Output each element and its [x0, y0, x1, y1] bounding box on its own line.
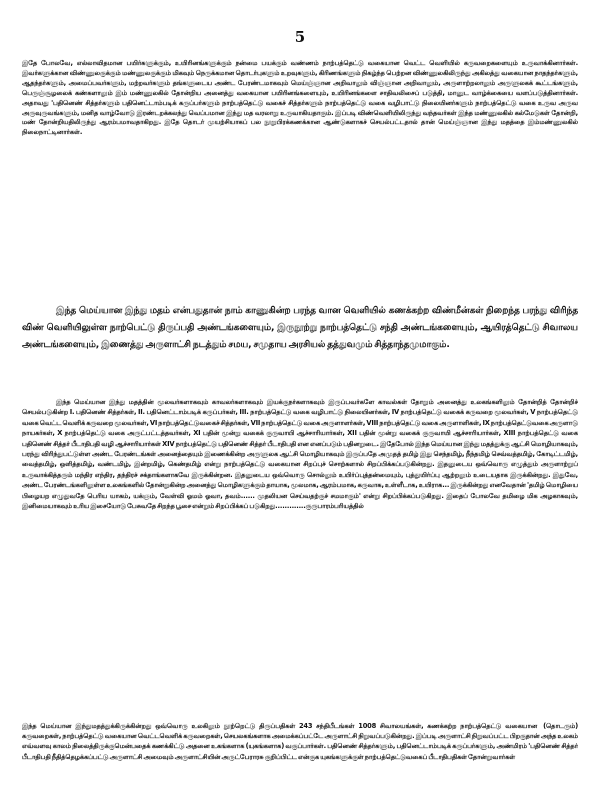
page-number: 5 [294, 28, 306, 46]
paragraph-3: இந்த மெய்யான இந்து மதத்தின் மூலவர்களாகவும் காவலர்களாகவும் இயக்குநர்களாகவும் இருப்பவர்களே காவல்கள் தோறும் அனைத்து உலகங்களிலும் தோன்றித் தோன்றிச் செயல்படுகின்ற I. பதினெண் சித்தர்கள், II. பதினெட்டாம்படிக் கருப்பர்கள், III. நாற்பத்தெட்டு வகை வழிபாட்டு நிலையினர்கள், IV நாற்பத்தெட்டு வகைக் கருவறை மூலவர்கள், V நாற்பத்தெட்டு வகை வெட்ட வெளிக் கருவறை மூலவர்கள், VI நாற்பத்தெட்டுவகைச் சித்தர்கள், VII நாற்பத்தெட்டு வகை அருளாளர்கள், VIII நாற்பத்தெட்டு வகை அருளாளிகள், IX நாற்பத்தெட்டுவகை அருளாடு நாயகர்கள், X நாற்பத்தெட்டு வகை அருட்பட்டத்தவர்கள், XI பதின் மூன்று வகைக் குருவாயி ஆச்சாரியார்கள், XII பதின் மூன்று வகைக் குருவாயி ஆச்சாரியார்கள், XIII நாற்பத்தெட்டு வகை பதினெண் சித்தர் பீடாதிபதி வழி ஆச்சாரியார்கள் XIV நாற்பத்தெட்டு பதினெண் சித்தர் பீடாதிபதி என எனப்படும் பதினறுடை. இதேபோல் இந்த மெய்யான இந்து மதத்துக்கு ஆட்சி மொழியாகவும், பரந்து விரிந்துபட்டுள்ள அண்ட பேரண்டங்கள் அனைத்தையும் இணைக்கின்ற அருளுலக ஆட்சி மொழியாகவும் இருப்பதே அமுதத் தமிழ் இது செந்தமிழ், நீந்தமிழ் செவ்வத்தமிழ், கோடிட்டமிழ், வைத்தமிழ், ஒளித்தமிழ், வண்டமிழ், இன்றமிழ், கெண்தமிழ் என்று நாற்பத்தெட்டு வகையான சிறப்புச் சொற்களால் சிறப்பிக்கப்படுகின்றது. இதனுடைய ஒவ்வொரு எழுத்தும் அருளாற்றுப் உருவாக்கித்தரும் மந்திர எந்திர, தந்திரச் சக்தாங்களாகவே இருக்கின்றன. இதனுடைய ஒவ்வொரு சொல்லும் உயிர்ப்புத்தன்மையும், புத்துயிர்ப்பு ஆற்றலும் உடையதாக இருக்கின்றது. இதுவே, அண்ட பேரண்டங்களிலுள்ள உலகங்களில் தோன்றுகின்ற அனைத்து மொழிகளுக்கும் தாயாக, மூலமாக, ஆரம்பமாக, கருவாக, உள்ளீடாக, உயிராக... இருக்கின்றது எனவேதான் 'தமிழ் மொழியை பிழையற எழுதுவதே பெரிய யாகம், யக்ஞம், வேள்வி ஓமம் ஓவா, தவம்...... முதலியன செய்வதற்குச் சமமாகும்' என்று சிறப்பிக்கப்படுகிறது. இதைப் போலவே தமிழை மிக அழகாகவும், இனிமையாகவும் உரிய இசையோடு பேசுவதே சிறந்த பூசை என்றும் சிறப்பிக்கப் படுகிறது.............குருபாரம்பரியத்தில் [22, 398, 578, 511]
paragraph-1: இதே போலவே, எல்லாவிதமான பயிர்களுக்கும், உயிரினங்களுக்கும் நன்மை பயக்கும் வண்ணம் நாற்பத்தெட்டு வகையான வெட்ட வெளியில் கருவறைகளையும் உருவாக்கினார்கள். இவர்களுக்கான விண்ணுலகுக்கும் மண்ணுலகுக்கும் மிகவும் நெருக்கமான தொடர்புகளும் உறவுகளும், கிரிணங்களும் நிகழ்ந்த பெற்றன விண்ணுலகிலிருந்து அகிலத்து வகையான நாதந்தர்களும், ஆதந்தர்களும், அமைப்பவர்களும், மற்றவர்களும் தங்களுடைய அண்ட பேரண்டமாகவும் மெய்ஞ்ஞான அறிவாலும் விஞ்ஞான அறிவாலும், அருளாற்றலாலும் அருளுலகக் கூட்டங்களும், பெருஞ்சூழலைக் கண்களாலும் இம் மண்ணுலகில் தோன்றிய அனைத்து வகையான பயிரினங்களையும், உயிரினங்களை சாதிவலிசைப் படுத்தி, மானுட வாழ்க்கையை வளப்படுத்தினார்கள். அதாவது 'பதினெண் சித்தர்களும் பதினெட்டாம்படிக் கருப்பர்களும் நாற்பத்தெட்டு வகைச் சித்தர்களும் நாற்பத்தெட்டு வகை வழிபாட்டு நிலையினர்களும் நாற்பத்தெட்டு வகை உருவ அருவ அருவுருவங்களும், மனித வாழ்வோடு இரண்டறக்கலந்து வெப்பமான இந்து மத வரலாறு உருவாகியதாகும். இப்படி விண்வெளியிலிருந்து வந்தவர்கள் இந்த மண்ணுலகில் கல்மேடுகள் தோன்றி, மண் தோன்றியதிலிருந்து ஆரம்பமாவதாகிறது. இதே தொடர் முயற்சியாகப் பல நூறுபிரக்கணக்கான ஆண்டுகளாகச் செயல்பட்டதால் தான் மெய்ஞ்ஞான இந்து மதத்தை இம்மண்ணுலகில் நிலைநாட்டினார்கள். [22, 59, 578, 137]
paragraph-4-text: இந்த மெய்யான இந்துமதத்துக்கிருக்கின்றது ஒவ்வொரு உலகிலும் நூற்றெட்டு திருப்பதிகள் 243 சந்திபீடங்கள் 1008 சிவாலயங்கள், கணக்கற்ற நாற்பத்தெட்டு வகையான கருவறைகள், நாற்பத்தெட்டு வகையான வெட்டவெளிக் கருவறைகள், செயலகங்களாக அமைக்கப்பட்டே அருளாட்சி நிறுவப்படுகின்றது. இப்படி அருளாட்சி நிறுவப்பட்ட பிறகுதான் அந்த உலகம் எவ்வளவு காலம் நிலைத்திருக்குமென்பதைக் கணக்கிட்டு அதனை உகங்களாக (யுகங்களாக) வகுப்பார்கள். பதினெண் சித்தர்களும், பதினெட்டாம்படிக் கருப்பர்களும், அண்மிரம் 'பதினெண் சித்தர் பீடாதிபதி நீதித்தெழக்கப்பட்டு அருளாட்சி அமைவும் அருளாட்சியின் அருட்பேராரசு குறிப்பிட்ட என்குக யுகங்களுக்குள் நாற்பத்தெட்டுவகைப் பீடாதிபதிகள் தோன்றுவார்கள் [22, 722, 578, 761]
paragraph-2: இந்த மெய்யான இந்து மதம் என்பதுதான் நாம் காணுகின்ற பரந்த வான வெளியில் கணக்கற்ற விண்மீன்கள் நிறைந்த பரந்து விரிந்த விண் வெளியிலுள்ள நாற்பெட்டு திருப்பதி அண்டங்களையும், இருநூற்று நாற்பத்தெட்டு சந்தி அண்டங்களையும், ஆயிரத்தெட்டு சிவாலய அண்டங்களையும், இணைத்து அருளாட்சி நடத்தும் சமய, சமுதாய அரசியல் தத்துவமும் சித்தாந்தமுமாகும். [22, 305, 578, 350]
continued-label: (தொடரும்) [543, 722, 578, 730]
paragraph-4 [22, 721, 578, 785]
